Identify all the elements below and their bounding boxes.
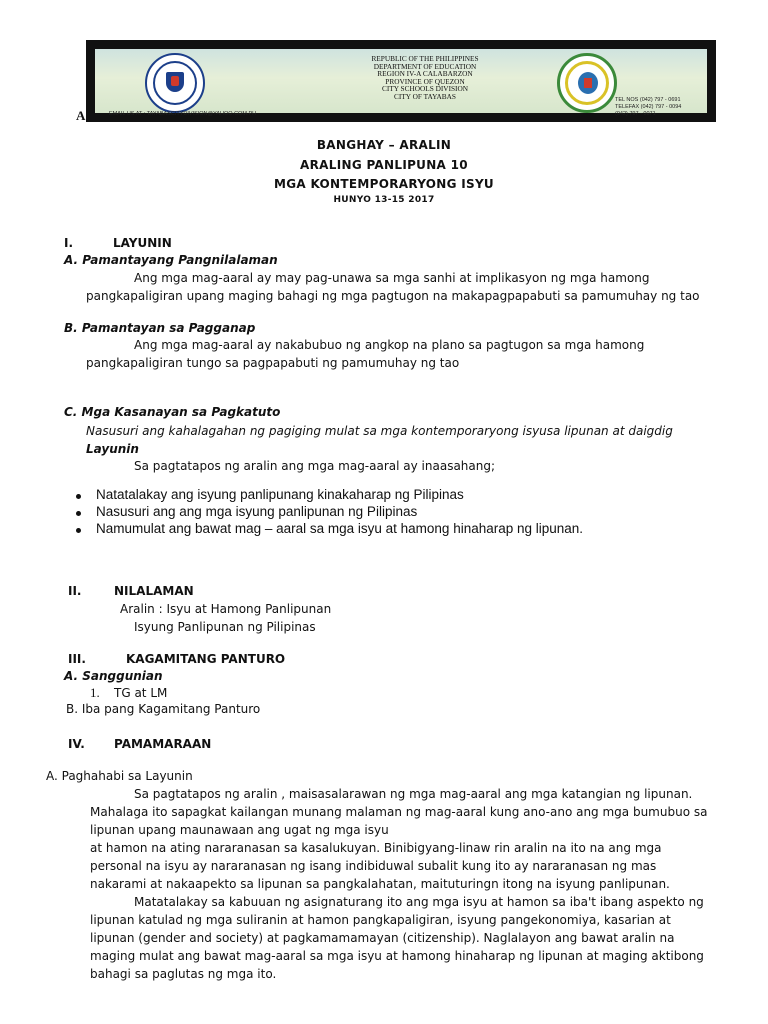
- reference-item-number: 1.: [90, 685, 100, 700]
- section-1a-heading: A. Pamantayang Pangnilalaman: [64, 253, 278, 267]
- paragraph-line: personal na isyu ay nararanasan ng isang indibiduwal subalit kung ito ay nararanasan ng mas: [90, 859, 657, 873]
- header-banner: [86, 40, 716, 122]
- objective-item: Nasusuri ang ang mga isyung panlipunan ng Pilipinas: [96, 504, 418, 519]
- header-telephone: [615, 97, 681, 118]
- deped-seal-icon: [145, 53, 205, 113]
- section-1c-text: Nasusuri ang kahalagahan ng pagiging mulat sa mga kontemporaryong isyusa lipunan at daigdig: [86, 424, 673, 438]
- header-line: DEPARTMENT OF EDUCATION: [373, 61, 477, 71]
- layunin-intro: Sa pagtatapos ng aralin ang mga mag-aaral ay inaasahang;: [134, 459, 496, 473]
- paragraph-line: at hamon na ating nararanasan sa kasalukuyan. Binibigyang-linaw rin aralin na ito na ang mga: [90, 841, 662, 855]
- paragraph-line: Mahalaga ito sapagkat kailangan munang malaman ng mag-aaral kung ano-ano ang mga bumubuo sa: [90, 805, 708, 819]
- bullet-icon: [76, 494, 81, 499]
- header-line: CITY SCHOOLS DIVISION: [381, 84, 469, 94]
- header-banner-background: [95, 49, 707, 117]
- bullet-icon: [76, 528, 81, 533]
- document-date: HUNYO 13-15 2017: [333, 195, 435, 205]
- section-3a-heading: A. Sanggunian: [64, 669, 163, 683]
- section-1a-text: pangkapaligiran upang maging bahagi ng mga pagtugon na makapagpapabuti sa pamumuhay ng tao: [86, 289, 700, 303]
- objective-item: Namumulat ang bawat mag – aaral sa mga isyu at hamong hinaharap ng lipunan.: [96, 521, 584, 536]
- header-line: CITY OF TAYABAS: [394, 91, 456, 101]
- section-1a-text: Ang mga mag-aaral ay may pag-unawa sa mga sanhi at implikasyon ng mga hamong: [134, 271, 650, 285]
- section-1b-heading: B. Pamantayan sa Pagganap: [64, 321, 256, 335]
- section-4a-heading: A. Paghahabi sa Layunin: [46, 769, 193, 783]
- section-3-number: III.: [68, 652, 86, 666]
- header-tel-line: TEL NOS (042) 797 - 0691: [615, 97, 681, 103]
- section-2-number: II.: [68, 584, 82, 598]
- section-4-number: IV.: [68, 737, 85, 751]
- header-tel-line: TELEFAX (042) 797 - 0094: [615, 104, 682, 110]
- paragraph-line: Sa pagtatapos ng aralin , maisasalarawan ng mga mag-aaral ang mga katangian ng lipunan.: [134, 787, 693, 801]
- stray-letter: A: [76, 108, 86, 123]
- deped-seal-torch: [171, 76, 179, 86]
- lesson-title: Aralin : Isyu at Hamong Panlipunan: [120, 602, 332, 616]
- section-1b-text: pangkapaligiran tungo sa pagpapabuti ng pamumuhay ng tao: [86, 356, 460, 370]
- section-4-heading: PAMAMARAAN: [114, 737, 212, 751]
- paragraph-line: lipunan upang maunawaan ang ugat ng mga isyu: [90, 823, 389, 837]
- section-1-heading: LAYUNIN: [113, 236, 172, 250]
- section-1b-text: Ang mga mag-aaral ay nakabubuo ng angkop na plano sa pagtugon sa mga hamong: [134, 338, 645, 352]
- paragraph-line: bahagi sa paglutas ng mga ito.: [90, 967, 277, 981]
- header-line: REPUBLIC OF THE PHILIPPINES: [371, 54, 479, 63]
- header-email: EMAIL US AT : TAYABASCITYDIVISION@YAHOO.COM.PH: [109, 111, 257, 117]
- paragraph-line: Matatalakay sa kabuuan ng asignaturang ito ang mga isyu at hamon sa iba't ibang aspekto ng: [134, 895, 704, 909]
- paragraph-line: lipunan (gender and society) at pagkamamamayan (citizenship). Naglalayon ang bawat aralin na: [90, 931, 675, 945]
- lesson-subtitle: Isyung Panlipunan ng Pilipinas: [134, 620, 316, 634]
- section-3b-heading: B. Iba pang Kagamitang Panturo: [66, 702, 261, 716]
- reference-item: TG at LM: [114, 686, 168, 700]
- section-3-heading: KAGAMITANG PANTURO: [126, 652, 286, 666]
- layunin-label: Layunin: [86, 442, 139, 456]
- section-1-number: I.: [64, 236, 74, 250]
- division-seal-icon: [557, 53, 617, 113]
- bullet-icon: [76, 511, 81, 516]
- paragraph-line: lipunan katulad ng mga suliranin at hamon pangkapaligiran, isyung pangekonomiya, kasarian at: [90, 913, 671, 927]
- paragraph-line: maging mulat ang bawat mag-aaral sa mga isyu at hamong hinaharap ng lipunan at maging aktibong: [90, 949, 704, 963]
- subject-title: ARALING PANLIPUNA 10: [300, 158, 468, 172]
- header-tel-line: (042) 797 - 0071: [615, 111, 656, 117]
- section-2-heading: NILALAMAN: [114, 584, 194, 598]
- header-line: PROVINCE OF QUEZON: [385, 76, 465, 86]
- objective-item: Natatalakay ang isyung panlipunang kinakaharap ng Pilipinas: [96, 487, 464, 502]
- topic-title: MGA KONTEMPORARYONG ISYU: [274, 177, 494, 191]
- paragraph-line: nakarami at nakaapekto sa lipunan sa pangkalahatan, maituturingn itong na isyung panlipunan.: [90, 877, 670, 891]
- header-line: REGION IV-A CALABARZON: [377, 69, 473, 79]
- document-title: BANGHAY – ARALIN: [316, 138, 452, 152]
- division-seal-torch: [584, 78, 592, 88]
- section-1c-heading: C. Mga Kasanayan sa Pagkatuto: [64, 405, 281, 419]
- header-agency-lines: [315, 55, 535, 101]
